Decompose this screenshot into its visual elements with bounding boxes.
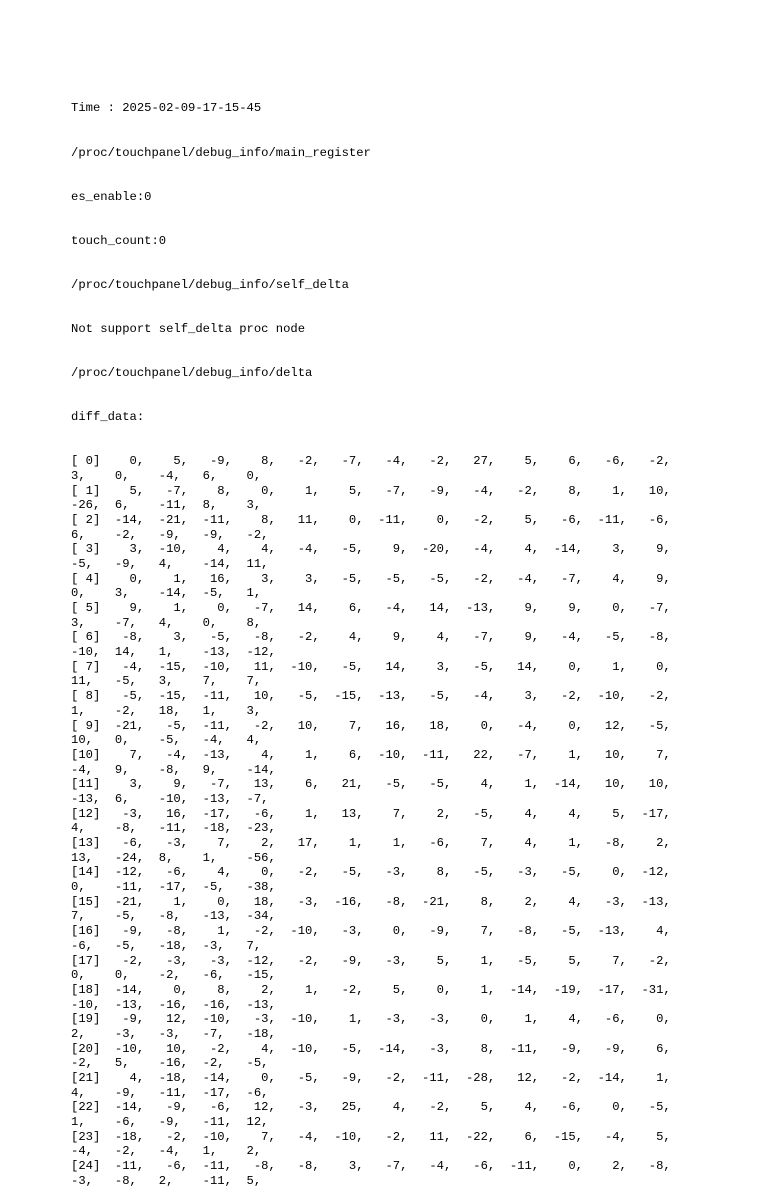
diff-row-7-continued: 11, -5, 3, 7, 7, — [71, 674, 262, 689]
diff-row-23: [23] -18, -2, -10, 7, -4, -10, -2, 11, -22, 6, -15, -4, 5, — [71, 1129, 671, 1144]
diff-row-7: [ 7] -4, -15, -10, 11, -10, -5, 14, 3, -5, 14, 0, 1, 0, — [71, 659, 671, 674]
es-enable-line: es_enable:0 — [71, 189, 152, 204]
diff-row-2: [ 2] -14, -21, -11, 8, 11, 0, -11, 0, -2, 5, -6, -11, -6, — [71, 512, 671, 527]
diff-row-24-continued: -3, -8, 2, -11, 5, — [71, 1173, 262, 1188]
diff-row-13: [13] -6, -3, 7, 2, 17, 1, 1, -6, 7, 4, 1, -8, 2, — [71, 836, 671, 851]
diff-row-13-continued: 13, -24, 8, 1, -56, — [71, 850, 276, 865]
diff-row-0-continued: 3, 0, -4, 6, 0, — [71, 468, 262, 483]
diff-row-15-continued: 7, -5, -8, -13, -34, — [71, 909, 276, 924]
diff-row-4-continued: 0, 3, -14, -5, 1, — [71, 586, 262, 601]
diff-row-19: [19] -9, 12, -10, -3, -10, 1, -3, -3, 0, 1, 4, -6, 0, — [71, 1012, 671, 1027]
log-time: Time : 2025-02-09-17-15-45 — [71, 101, 262, 116]
diff-row-5: [ 5] 9, 1, 0, -7, 14, 6, -4, 14, -13, 9, 9, 0, -7, — [71, 601, 671, 616]
diff-row-17: [17] -2, -3, -3, -12, -2, -9, -3, 5, 1, -5, 5, 7, -2, — [71, 953, 671, 968]
diff-row-2-continued: 6, -2, -9, -9, -2, — [71, 527, 269, 542]
diff-row-19-continued: 2, -3, -3, -7, -18, — [71, 1026, 276, 1041]
diff-row-9-continued: 10, 0, -5, -4, 4, — [71, 733, 262, 748]
diff-row-20: [20] -10, 10, -2, 4, -10, -5, -14, -3, 8, -11, -9, -9, 6, — [71, 1041, 671, 1056]
diff-row-18-continued: -10, -13, -16, -16, -13, — [71, 997, 276, 1012]
diff-row-18: [18] -14, 0, 8, 2, 1, -2, 5, 0, 1, -14, -19, -17, -31, — [71, 982, 671, 997]
diff-row-4: [ 4] 0, 1, 16, 3, 3, -5, -5, -5, -2, -4, -7, 4, 9, — [71, 571, 671, 586]
diff-row-24: [24] -11, -6, -11, -8, -8, 3, -7, -4, -6, -11, 0, 2, -8, — [71, 1159, 671, 1174]
diff-row-22-continued: 1, -6, -9, -11, 12, — [71, 1115, 269, 1130]
touch-count-line: touch_count:0 — [71, 233, 167, 248]
diff-row-23-continued: -4, -2, -4, 1, 2, — [71, 1144, 262, 1159]
diff-row-10: [10] 7, -4, -13, 4, 1, 6, -10, -11, 22, -7, 1, 10, 7, — [71, 747, 671, 762]
diff-row-8: [ 8] -5, -15, -11, 10, -5, -15, -13, -5, -4, 3, -2, -10, -2, — [71, 689, 671, 704]
diff-row-14-continued: 0, -11, -17, -5, -38, — [71, 880, 276, 895]
diff-data-label: diff_data: — [71, 410, 145, 425]
diff-row-11: [11] 3, 9, -7, 13, 6, 21, -5, -5, 4, 1, -14, 10, 10, — [71, 777, 671, 792]
self-delta-message: Not support self_delta proc node — [71, 321, 306, 336]
main-register-path: /proc/touchpanel/debug_info/main_register — [71, 145, 371, 160]
diff-data-table — [71, 454, 751, 1188]
debug-log-document — [71, 72, 751, 1203]
diff-row-12-continued: 4, -8, -11, -18, -23, — [71, 821, 276, 836]
diff-row-8-continued: 1, -2, 18, 1, 3, — [71, 703, 262, 718]
diff-row-3: [ 3] 3, -10, 4, 4, -4, -5, 9, -20, -4, 4, -14, 3, 9, — [71, 542, 671, 557]
diff-row-12: [12] -3, 16, -17, -6, 1, 13, 7, 2, -5, 4, 4, 5, -17, — [71, 806, 671, 821]
diff-row-1: [ 1] 5, -7, 8, 0, 1, 5, -7, -9, -4, -2, 8, 1, 10, — [71, 483, 671, 498]
diff-row-15: [15] -21, 1, 0, 18, -3, -16, -8, -21, 8, 2, 4, -3, -13, — [71, 894, 671, 909]
delta-path: /proc/touchpanel/debug_info/delta — [71, 365, 313, 380]
diff-row-16: [16] -9, -8, 1, -2, -10, -3, 0, -9, 7, -8, -5, -13, 4, — [71, 924, 671, 939]
diff-row-6-continued: -10, 14, 1, -13, -12, — [71, 645, 276, 660]
diff-row-20-continued: -2, 5, -16, -2, -5, — [71, 1056, 269, 1071]
diff-row-21: [21] 4, -18, -14, 0, -5, -9, -2, -11, -28, 12, -2, -14, 1, — [71, 1071, 671, 1086]
diff-row-10-continued: -4, 9, -8, 9, -14, — [71, 762, 276, 777]
diff-row-21-continued: 4, -9, -11, -17, -6, — [71, 1085, 269, 1100]
diff-row-0: [ 0] 0, 5, -9, 8, -2, -7, -4, -2, 27, 5, 6, -6, -2, — [71, 454, 671, 469]
diff-row-3-continued: -5, -9, 4, -14, 11, — [71, 556, 269, 571]
self-delta-path: /proc/touchpanel/debug_info/self_delta — [71, 277, 349, 292]
diff-row-9: [ 9] -21, -5, -11, -2, 10, 7, 16, 18, 0, -4, 0, 12, -5, — [71, 718, 671, 733]
diff-row-17-continued: 0, 0, -2, -6, -15, — [71, 968, 276, 983]
diff-row-16-continued: -6, -5, -18, -3, 7, — [71, 938, 262, 953]
diff-row-14: [14] -12, -6, 4, 0, -2, -5, -3, 8, -5, -3, -5, 0, -12, — [71, 865, 671, 880]
diff-row-6: [ 6] -8, 3, -5, -8, -2, 4, 9, 4, -7, 9, -4, -5, -8, — [71, 630, 671, 645]
diff-row-22: [22] -14, -9, -6, 12, -3, 25, 4, -2, 5, 4, -6, 0, -5, — [71, 1100, 671, 1115]
diff-row-11-continued: -13, 6, -10, -13, -7, — [71, 791, 269, 806]
diff-row-5-continued: 3, -7, 4, 0, 8, — [71, 615, 262, 630]
diff-row-1-continued: -26, 6, -11, 8, 3, — [71, 498, 262, 513]
